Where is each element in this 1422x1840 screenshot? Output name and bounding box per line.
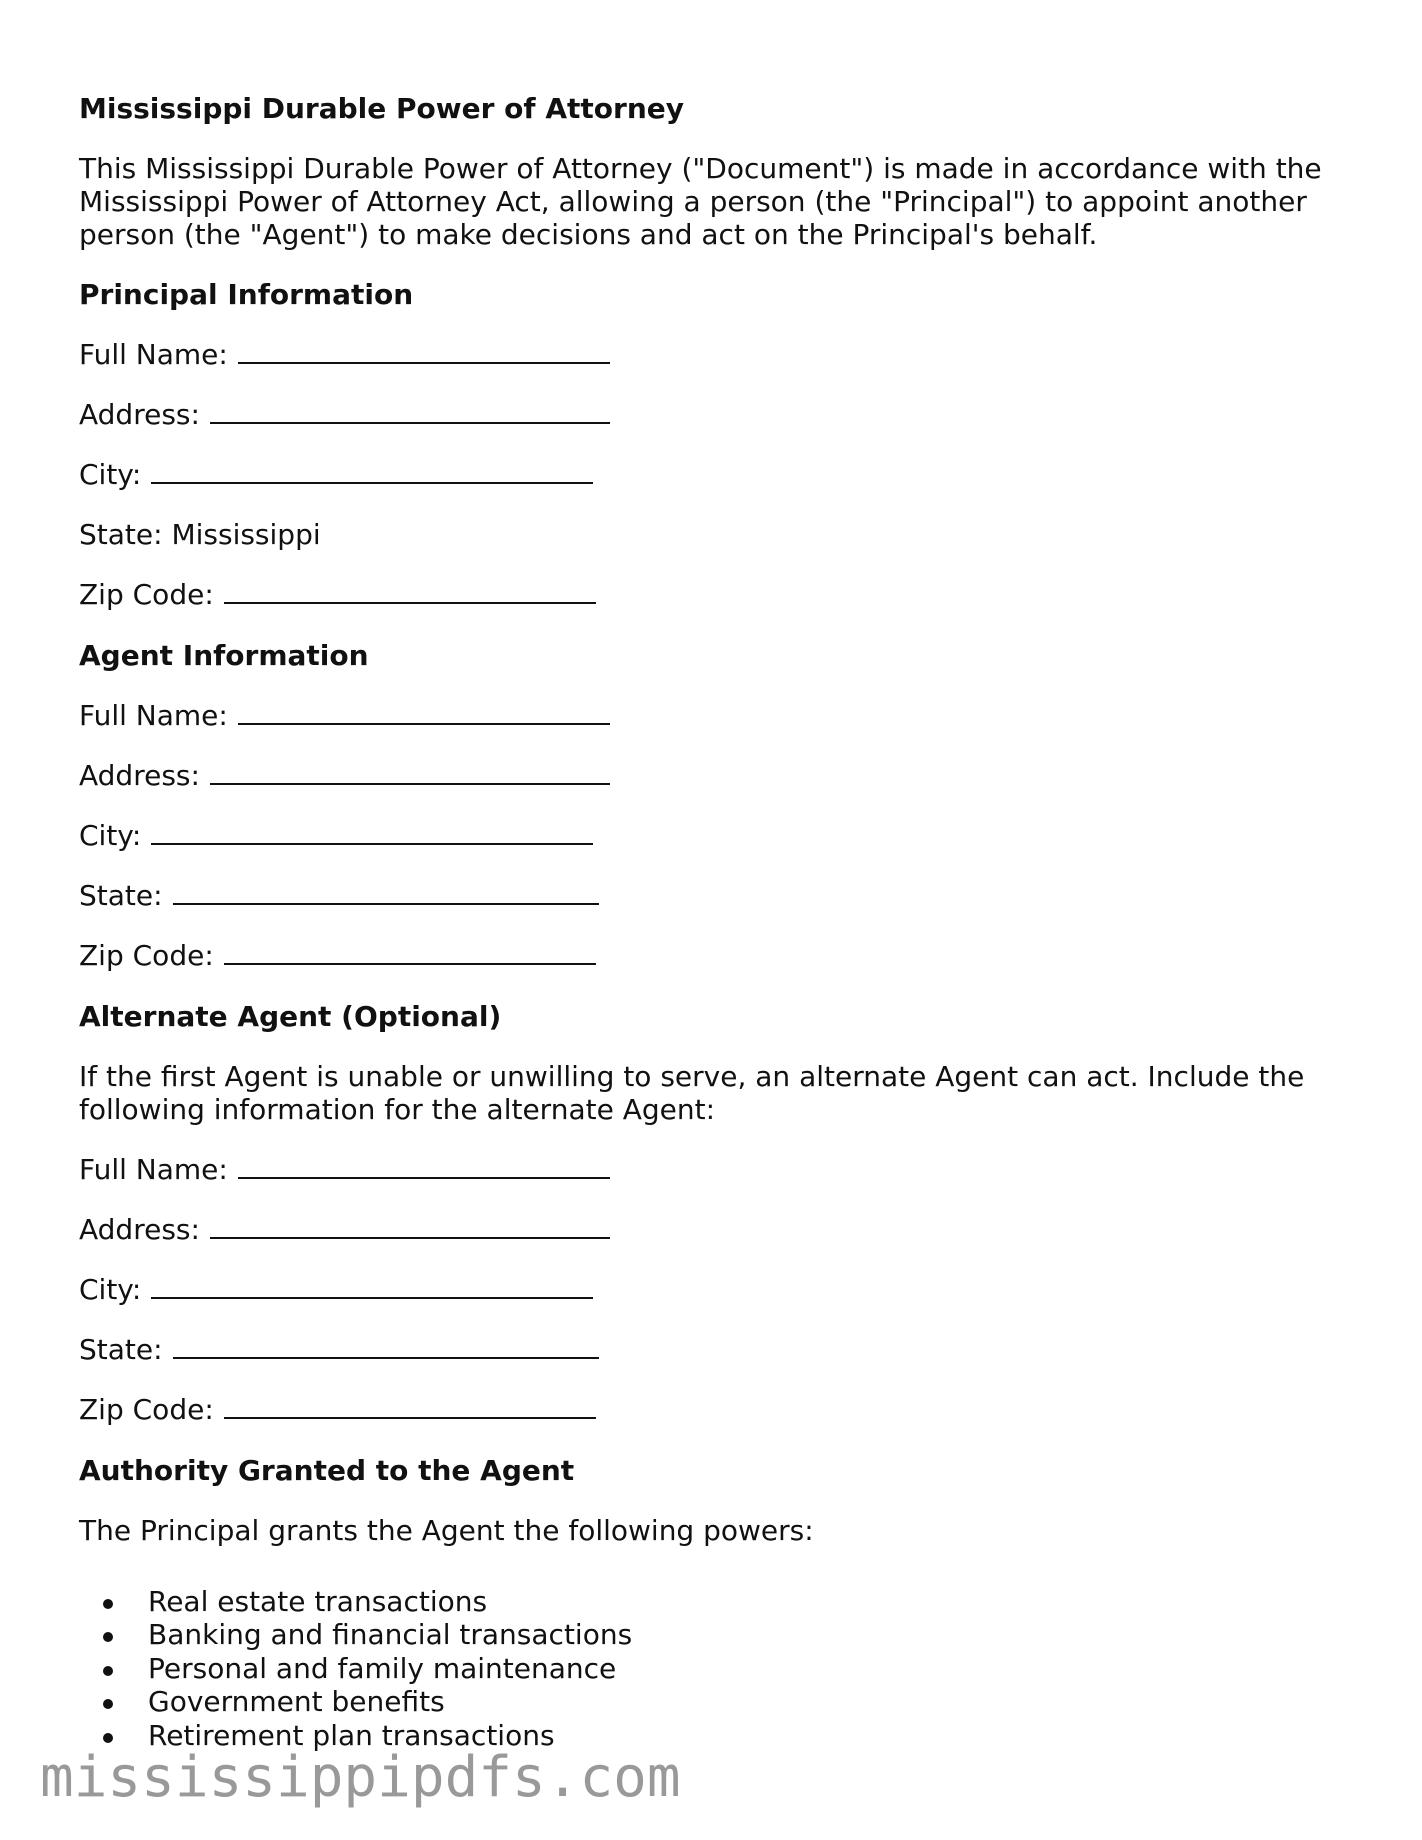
bullet-icon xyxy=(103,1599,113,1609)
principal-zip-label: Zip Code: xyxy=(79,578,214,611)
alternate-state-field[interactable] xyxy=(79,1333,599,1367)
principal-state-label: State: Mississippi xyxy=(79,518,321,551)
principal-full-name-label: Full Name: xyxy=(79,338,228,371)
alternate-full-name-field[interactable] xyxy=(79,1153,610,1187)
agent-state-field[interactable] xyxy=(79,879,599,913)
agent-full-name-label: Full Name: xyxy=(79,699,228,732)
agent-zip-label: Zip Code: xyxy=(79,939,214,972)
bullet-icon xyxy=(103,1699,113,1709)
principal-address-line[interactable] xyxy=(210,398,610,424)
alternate-address-label: Address: xyxy=(79,1213,200,1246)
agent-zip-field[interactable] xyxy=(79,939,596,973)
agent-city-line[interactable] xyxy=(151,819,593,845)
power-label: Banking and financial transactions xyxy=(148,1618,633,1652)
agent-address-label: Address: xyxy=(79,759,200,792)
alternate-city-label: City: xyxy=(79,1273,142,1306)
authority-intro: The Principal grants the Agent the following powers: xyxy=(79,1514,814,1547)
agent-zip-line[interactable] xyxy=(224,939,596,965)
list-item xyxy=(79,1618,632,1651)
principal-full-name-field[interactable] xyxy=(79,338,610,372)
list-item xyxy=(79,1652,632,1685)
watermark: mississippipdfs.com xyxy=(40,1745,681,1810)
alternate-city-line[interactable] xyxy=(151,1273,593,1299)
power-label: Real estate transactions xyxy=(148,1585,488,1618)
agent-state-label: State: xyxy=(79,879,163,912)
power-label: Government benefits xyxy=(148,1685,445,1719)
list-item xyxy=(79,1585,632,1618)
principal-full-name-line[interactable] xyxy=(238,338,610,364)
bullet-icon xyxy=(103,1666,113,1676)
agent-state-line[interactable] xyxy=(173,879,599,905)
alternate-address-line[interactable] xyxy=(210,1213,610,1239)
bullet-icon xyxy=(103,1632,113,1642)
principal-zip-field[interactable] xyxy=(79,578,596,612)
alternate-agent-intro: If the first Agent is unable or unwilling to serve, an alternate Agent can act. Include the following information for the alternate Agent: xyxy=(79,1060,1305,1126)
agent-full-name-line[interactable] xyxy=(238,699,610,725)
principal-city-field[interactable] xyxy=(79,458,593,492)
principal-city-label: City: xyxy=(79,458,142,491)
powers-list xyxy=(79,1585,632,1752)
intro-paragraph: This Mississippi Durable Power of Attorney ("Document") is made in accordance with the Mississippi Power of Attorney Act, allowing a person (the "Principal") to appoint another person (the "Agent") to make decisions and act on the Principal's behalf. xyxy=(79,152,1322,251)
list-item xyxy=(79,1685,632,1718)
alternate-city-field[interactable] xyxy=(79,1273,593,1307)
principal-zip-line[interactable] xyxy=(224,578,596,604)
alternate-state-line[interactable] xyxy=(173,1333,599,1359)
agent-heading: Agent Information xyxy=(79,639,369,672)
agent-address-line[interactable] xyxy=(210,759,610,785)
alternate-full-name-label: Full Name: xyxy=(79,1153,228,1186)
principal-city-line[interactable] xyxy=(151,458,593,484)
principal-heading: Principal Information xyxy=(79,278,414,311)
agent-city-label: City: xyxy=(79,819,142,852)
power-label: Retirement plan transactions xyxy=(148,1718,555,1752)
agent-full-name-field[interactable] xyxy=(79,699,610,733)
alternate-state-label: State: xyxy=(79,1333,163,1366)
alternate-zip-line[interactable] xyxy=(224,1393,596,1419)
alternate-zip-label: Zip Code: xyxy=(79,1393,214,1426)
alternate-full-name-line[interactable] xyxy=(238,1153,610,1179)
principal-state-field xyxy=(79,518,321,552)
agent-city-field[interactable] xyxy=(79,819,593,853)
bullet-icon xyxy=(103,1733,113,1743)
principal-address-field[interactable] xyxy=(79,398,610,432)
principal-address-label: Address: xyxy=(79,398,200,431)
authority-heading: Authority Granted to the Agent xyxy=(79,1454,575,1487)
alternate-zip-field[interactable] xyxy=(79,1393,596,1427)
power-label: Personal and family maintenance xyxy=(148,1651,617,1685)
agent-address-field[interactable] xyxy=(79,759,610,793)
document-title: Mississippi Durable Power of Attorney xyxy=(79,92,685,125)
alternate-address-field[interactable] xyxy=(79,1213,610,1247)
alternate-agent-heading: Alternate Agent (Optional) xyxy=(79,1000,502,1033)
